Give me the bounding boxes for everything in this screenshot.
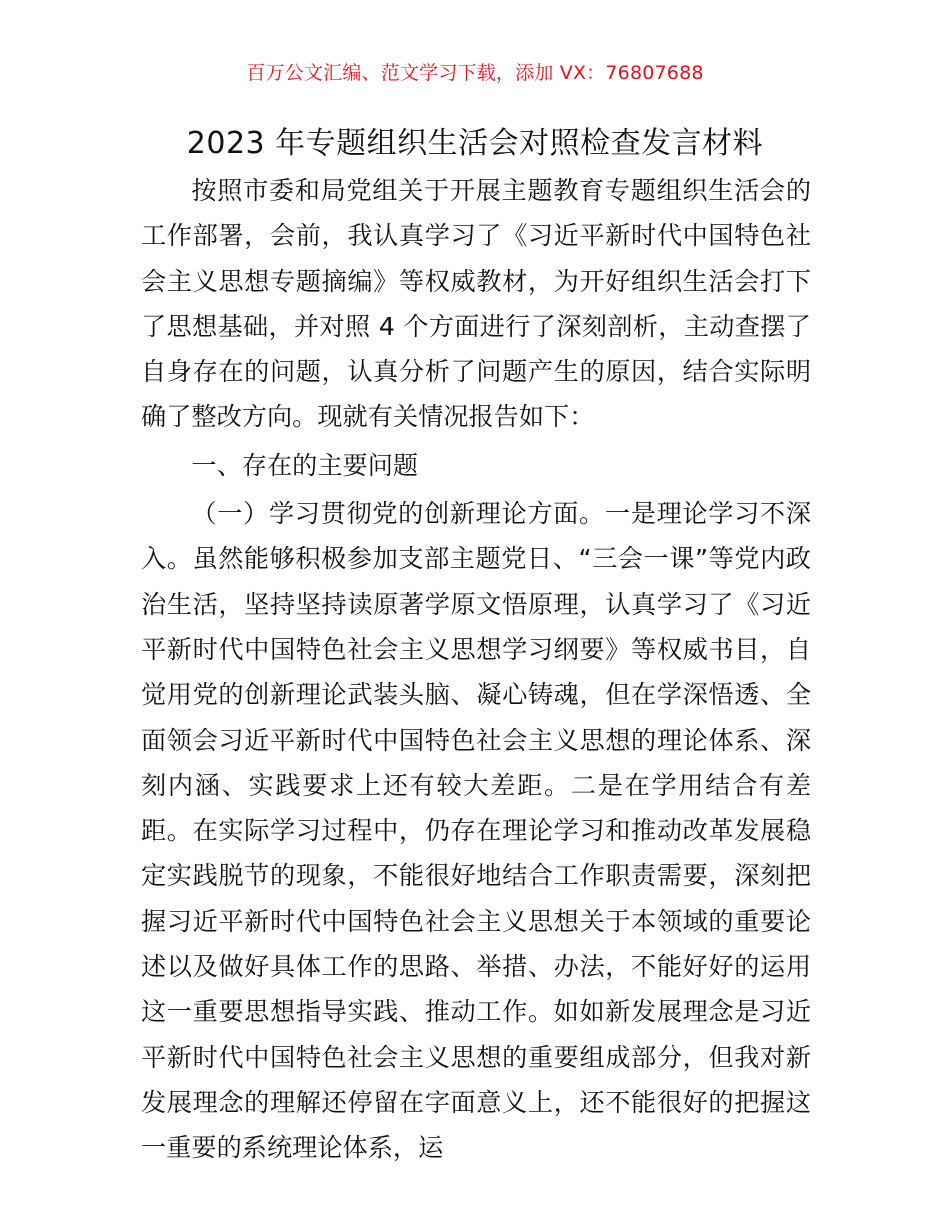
section-heading: 一、存在的主要问题 xyxy=(191,450,419,480)
document-body xyxy=(141,168,811,1171)
intro-paragraph: 按照市委和局党组关于开展主题教育专题组织生活会的工作部署，会前，我认真学习了《习近平新时代中国特色社会主义思想专题摘编》等权威教材，为开好组织生活会打下了思想基础，并对照 4 个方面进行了深刻剖析，主动查摆了自身存在的问题，认真分析了问题产生的原因，结合实际明确了整改方向。现就有关情况报告如下： xyxy=(141,176,811,432)
document-title: 2023 年专题组织生活会对照检查发言材料 xyxy=(186,126,764,161)
body-paragraph: （一）学习贯彻党的创新理论方面。一是理论学习不深入。虽然能够积极参加支部主题党日、“三会一课”等党内政治生活，坚持坚持读原著学原文悟原理，认真学习了《习近平新时代中国特色社会主义思想学习纲要》等权威书目，自觉用党的创新理论武装头脑、凝心铸魂，但在学深悟透、全面领会习近平新时代中国特色社会主义思想的理论体系、深刻内涵、实践要求上还有较大差距。二是在学用结合有差距。在实际学习过程中，仍存在理论学习和推动改革发展稳定实践脱节的现象，不能很好地结合工作职责需要，深刻把握习近平新时代中国特色社会主义思想关于本领域的重要论述以及做好具体工作的思路、举措、办法，不能好好的运用这一重要思想指导实践、推动工作。如如新发展理念是习近平新时代中国特色社会主义思想的重要组成部分，但我对新发展理念的理解还停留在字面意义上，还不能很好的把握这一重要的系统理论体系，运 xyxy=(141,499,811,1163)
header-note: 百万公文汇编、范文学习下载，添加 VX：76807688 xyxy=(246,62,704,84)
